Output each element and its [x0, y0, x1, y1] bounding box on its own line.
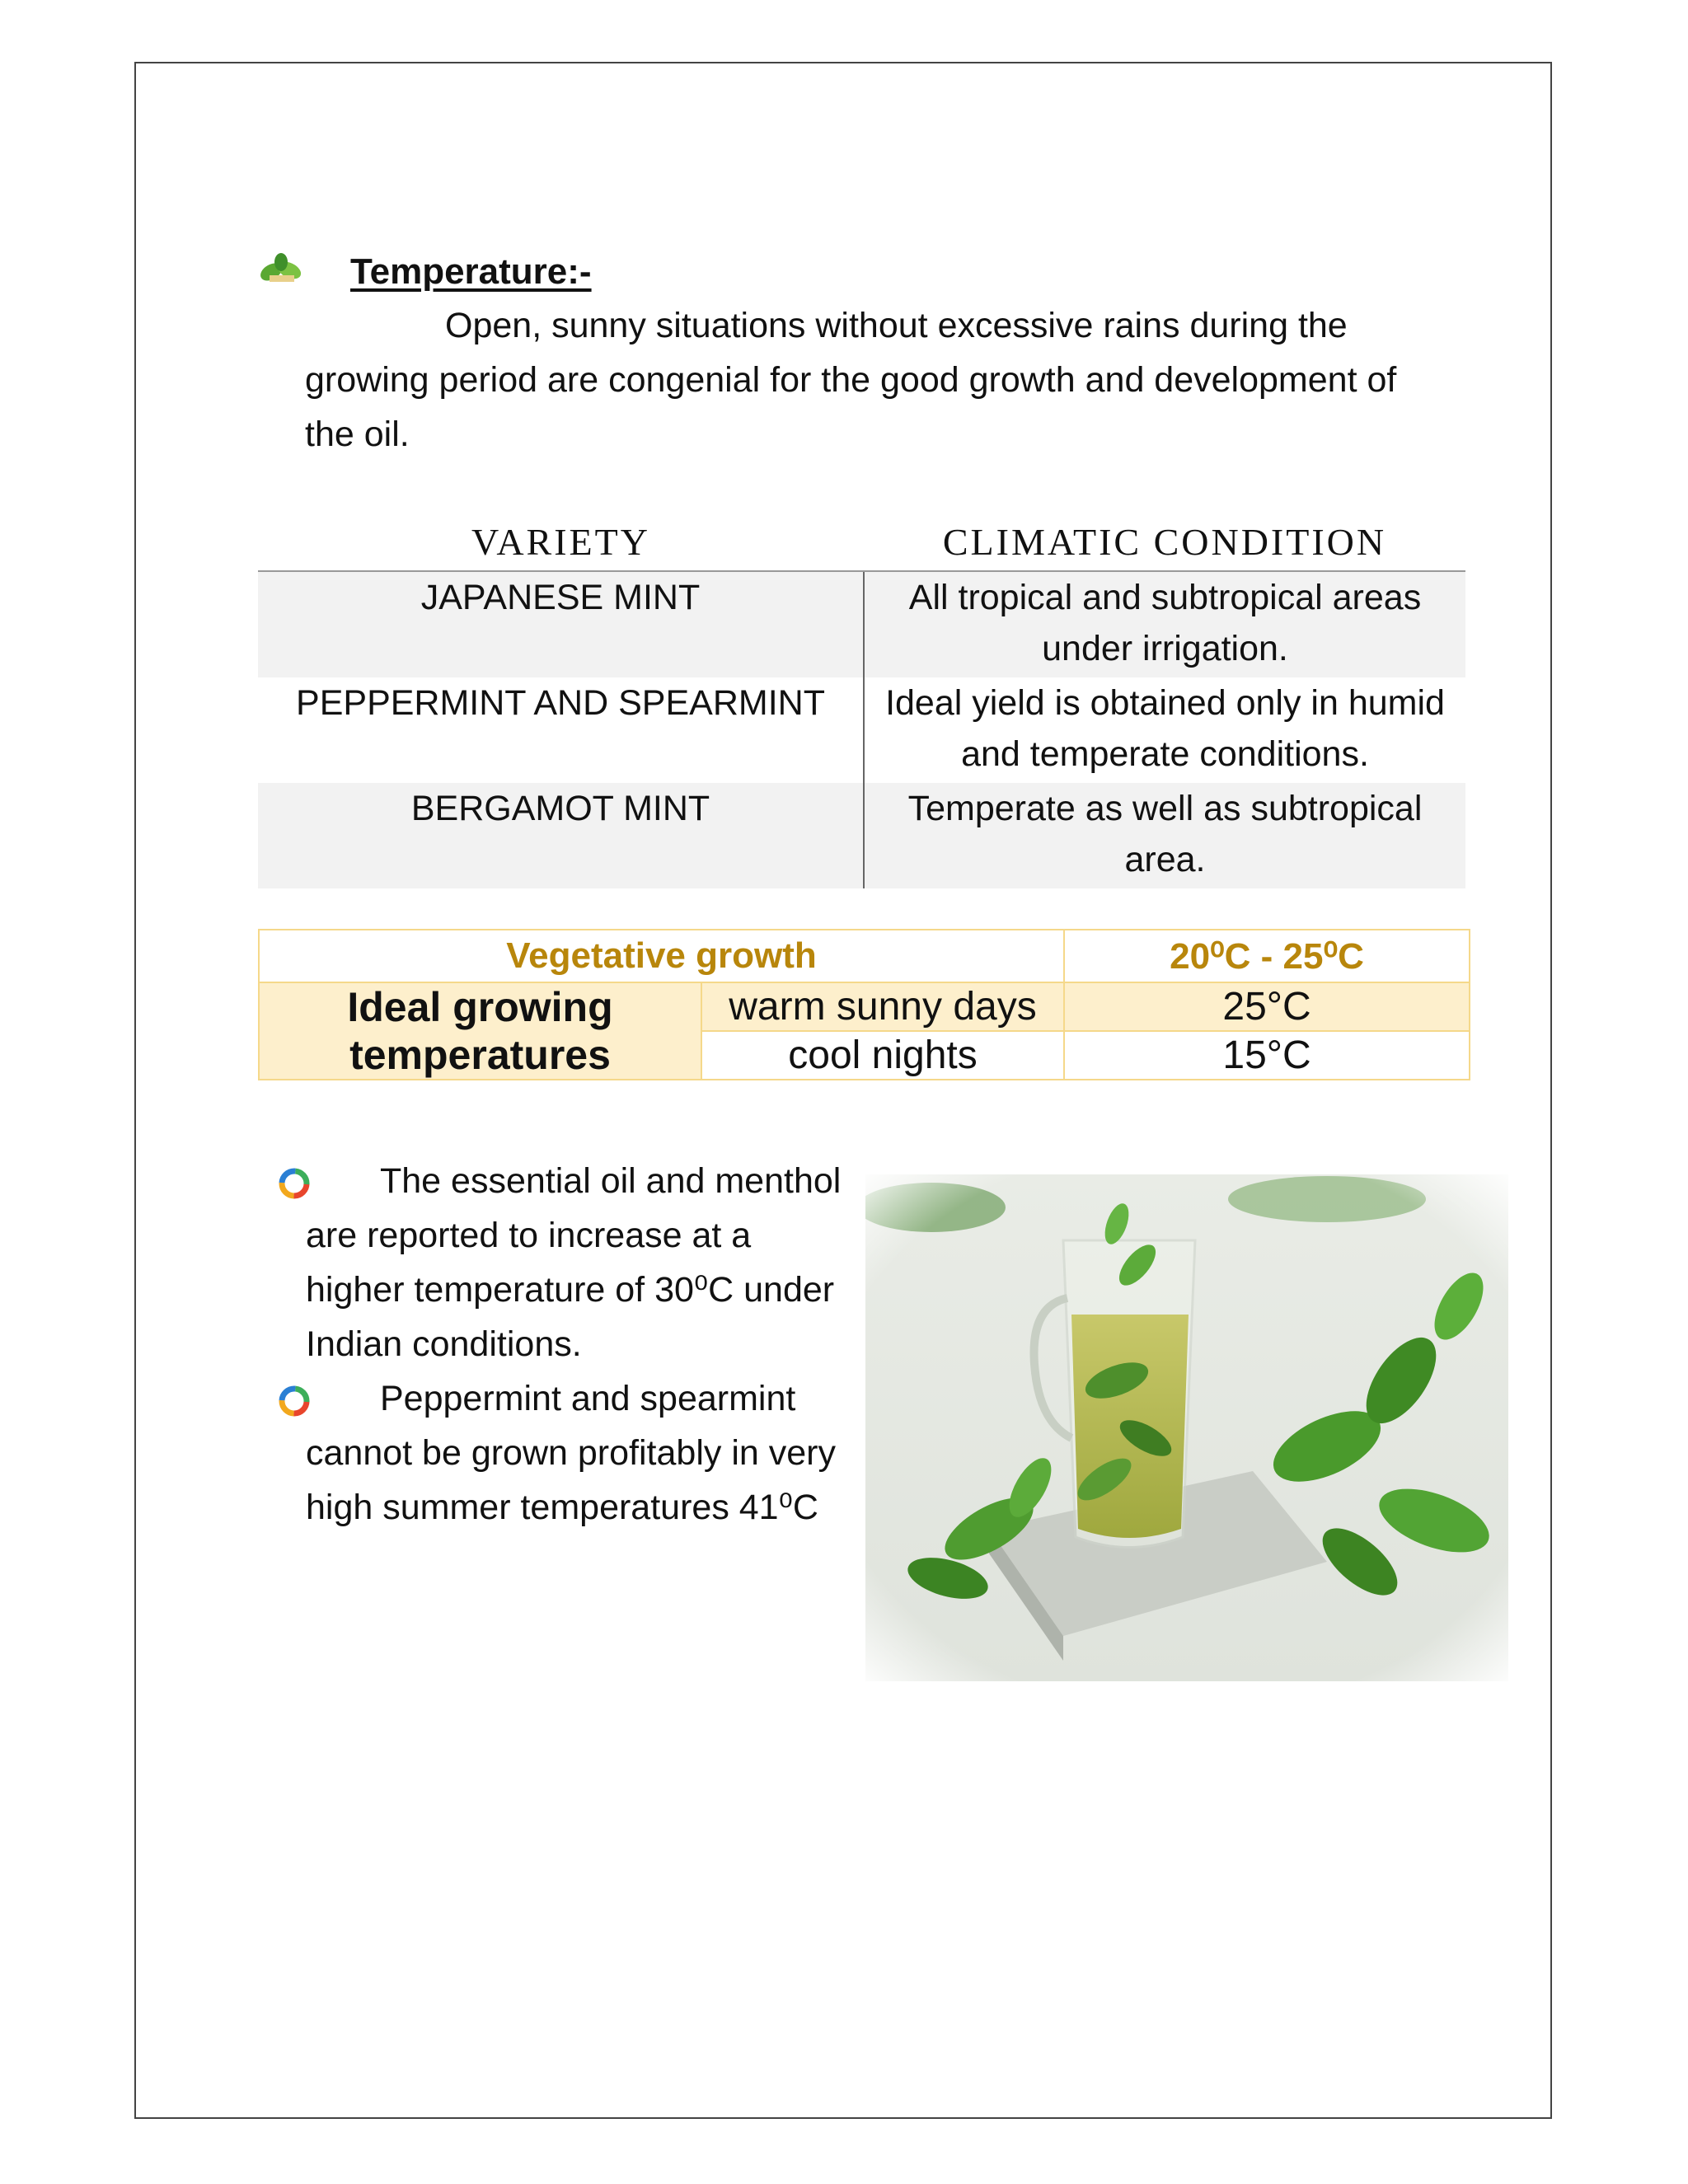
condition-cell: All tropical and subtropical areas under irrigation. — [864, 571, 1465, 677]
ideal-temperatures-label: Ideal growing temperatures — [259, 982, 701, 1080]
variety-cell: JAPANESE MINT — [258, 571, 864, 677]
table-row — [259, 982, 1470, 1031]
section-heading: Temperature:- — [350, 251, 592, 292]
mint-leaf-logo-icon — [258, 251, 306, 285]
vegetative-growth-value: 20⁰C - 25⁰C — [1064, 930, 1470, 982]
color-ring-bullet-icon — [276, 1165, 312, 1202]
climatic-condition-header: CLIMATIC CONDITION — [864, 513, 1465, 571]
variety-table-header-row — [258, 513, 1465, 571]
paragraph-rest: growing period are congenial for the good growth and development of the oil. — [305, 360, 1397, 454]
list-item — [276, 1154, 853, 1371]
list-item — [276, 1371, 853, 1535]
intro-paragraph — [305, 298, 1442, 462]
mint-tea-photo — [865, 1174, 1508, 1681]
condition-cell: Ideal yield is obtained only in humid and temperate conditions. — [885, 683, 1445, 774]
variety-cell: BERGAMOT MINT — [258, 783, 864, 888]
variety-header: VARIETY — [258, 513, 864, 571]
table-row — [258, 783, 1465, 888]
vegetative-growth-row — [259, 930, 1470, 982]
color-ring-bullet-icon — [276, 1383, 312, 1419]
table-row — [258, 571, 1465, 677]
temp-condition-cell: warm sunny days — [701, 982, 1064, 1031]
temp-value-cell: 15°C — [1064, 1031, 1470, 1080]
table-row — [258, 677, 1465, 783]
bullet-text: The essential oil and menthol are reported to increase at a higher temperature of 30⁰C under Indian conditions. — [306, 1161, 842, 1364]
temperature-table — [258, 929, 1470, 1080]
temp-value-cell: 25°C — [1064, 982, 1470, 1031]
bullet-list — [276, 1154, 853, 1535]
condition-cell: Temperate as well as subtropical area. — [864, 783, 1465, 888]
variety-climate-table — [258, 513, 1465, 888]
variety-cell: PEPPERMINT AND SPEARMINT — [258, 677, 864, 783]
bullet-text: Peppermint and spearmint cannot be grown profitably in very high summer temperatures 41⁰C — [306, 1379, 836, 1527]
section-heading-row — [260, 247, 592, 297]
paragraph-line-1: Open, sunny situations without excessive rains during the — [445, 306, 1348, 345]
vegetative-growth-label: Vegetative growth — [259, 930, 1064, 982]
temp-condition-cell: cool nights — [701, 1031, 1064, 1080]
